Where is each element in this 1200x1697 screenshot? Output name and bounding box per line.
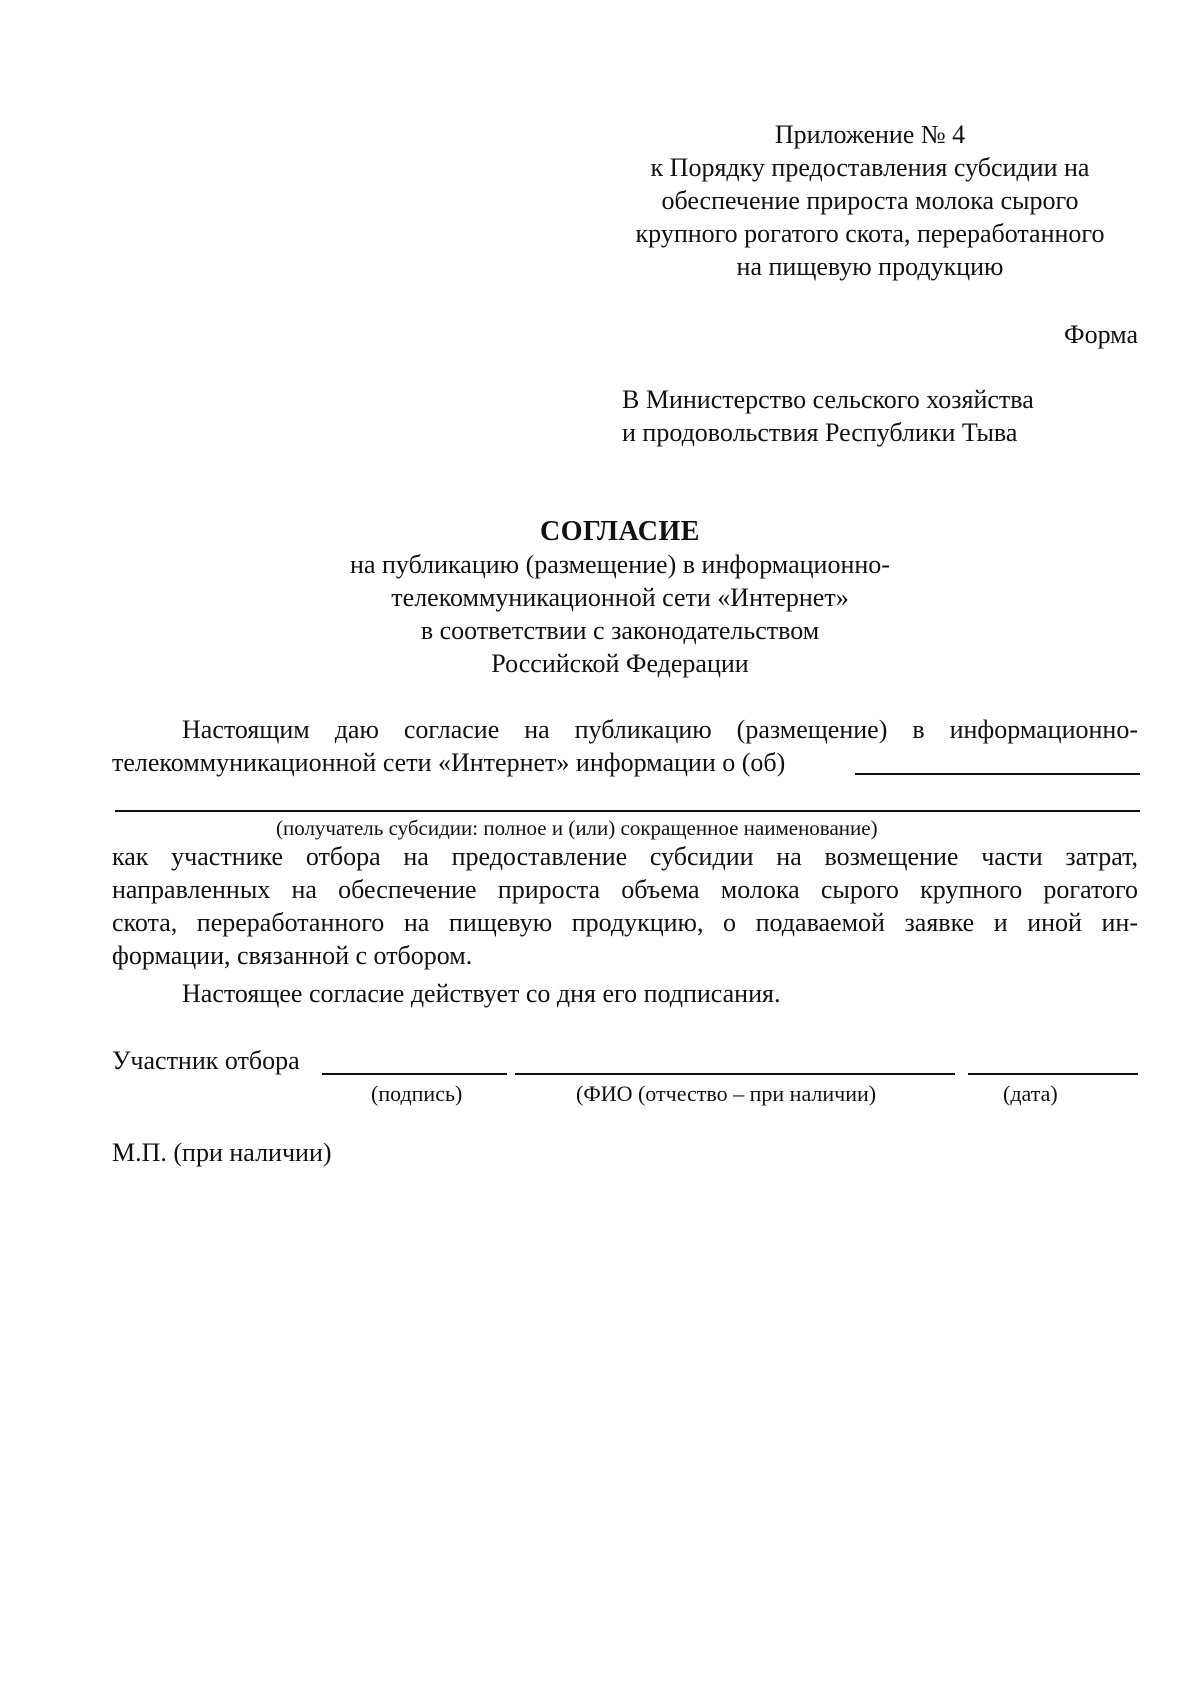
validity-statement: Настоящее согласие действует со дня его подписания. — [182, 979, 781, 1008]
recipient-blank-line-1[interactable] — [855, 773, 1140, 775]
form-label: Форма — [1064, 320, 1138, 349]
participant-line-4: формации, связанной с отбором. — [112, 941, 473, 970]
signature-caption: (подпись) — [371, 1081, 463, 1106]
recipient-caption: (получатель субсидии: полное и (или) сокращенное наименование) — [276, 816, 878, 840]
seal-note: М.П. (при наличии) — [112, 1138, 332, 1167]
consent-line-1: Настоящим даю согласие на публикацию (размещение) в информационно- — [182, 715, 1138, 744]
signature-field[interactable] — [322, 1073, 507, 1075]
document-title: СОГЛАСИЕ — [540, 516, 700, 547]
consent-paragraph — [112, 713, 1138, 779]
title-line: на публикацию (размещение) в информационно- — [350, 550, 890, 579]
consent-line-2: телекоммуникационной сети «Интернет» информации о (об) — [112, 748, 786, 777]
date-field[interactable] — [968, 1073, 1138, 1075]
full-name-field[interactable] — [515, 1073, 955, 1075]
participant-line-2: направленных на обеспечение прироста объема молока сырого крупного рогатого — [112, 875, 1138, 904]
title-line: телекоммуникационной сети «Интернет» — [391, 583, 849, 612]
addressee-line-1: В Министерство сельского хозяйства — [622, 385, 1034, 414]
appendix-line: крупного рогатого скота, переработанного — [635, 219, 1105, 248]
participant-line-3: скота, переработанного на пищевую продукцию, о подаваемой заявке и иной ин- — [112, 908, 1138, 937]
recipient-blank-line-2[interactable] — [115, 810, 1140, 812]
title-line: Российской Федерации — [491, 649, 749, 678]
addressee-line-2: и продовольствия Республики Тыва — [622, 418, 1018, 447]
appendix-number: Приложение № 4 — [774, 120, 966, 149]
title-line: в соответствии с законодательством — [420, 616, 820, 645]
addressee-block — [622, 383, 1034, 449]
appendix-line: к Порядку предоставления субсидии на — [650, 153, 1090, 182]
document-title-block — [300, 515, 940, 680]
signature-label: Участник отбора — [112, 1046, 300, 1075]
full-name-caption: (ФИО (отчество – при наличии) — [576, 1081, 877, 1106]
date-caption: (дата) — [1003, 1081, 1058, 1106]
participant-paragraph — [112, 840, 1138, 972]
participant-line-1: как участнике отбора на предоставление субсидии на возмещение части затрат, — [112, 842, 1138, 871]
appendix-line: обеспечение прироста молока сырого — [661, 186, 1079, 215]
appendix-line: на пищевую продукцию — [736, 252, 1004, 281]
appendix-header — [600, 118, 1140, 283]
